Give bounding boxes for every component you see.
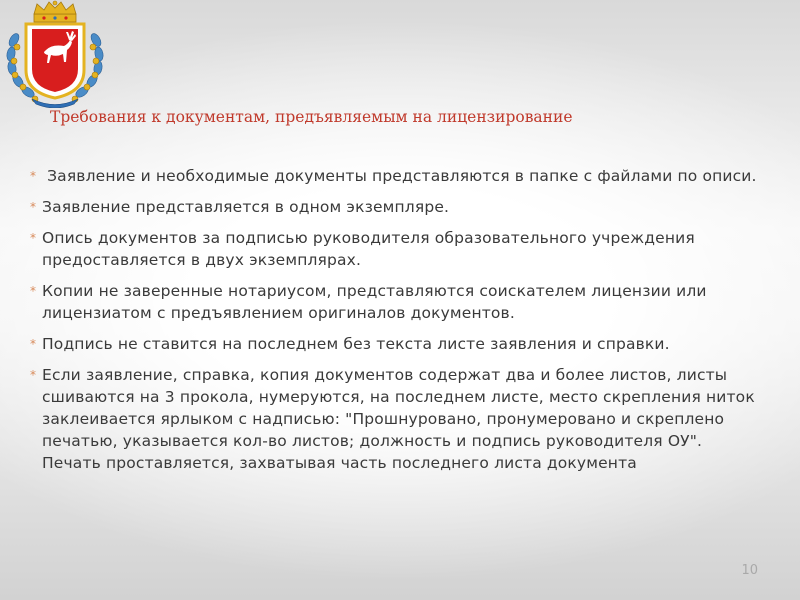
bullet-list — [30, 165, 765, 483]
slide-title: Требования к документам, предъявляемым на лицензирование — [50, 108, 573, 126]
bullet-text: Заявление представляется в одном экземпляре. — [42, 198, 450, 216]
bullet-text: Копии не заверенные нотариусом, представляются соискателем лицензии или лицензиатом с предъявлением оригиналов документов. — [42, 282, 707, 322]
bullet-text: Заявление и необходимые документы представляются в папке с файлами по описи. — [42, 167, 757, 185]
bullet-text: Подпись не ставится на последнем без текста листе заявления и справки. — [42, 335, 670, 353]
list-item — [30, 165, 765, 187]
list-item — [30, 280, 765, 324]
bullet-marker: * — [30, 200, 36, 214]
coat-of-arms-emblem — [2, 0, 108, 108]
list-item — [30, 196, 765, 218]
page-number: 10 — [741, 563, 758, 578]
bullet-marker: * — [30, 368, 36, 382]
list-item — [30, 333, 765, 355]
bullet-marker: * — [30, 284, 36, 298]
bullet-marker: * — [30, 169, 36, 183]
bullet-text: Опись документов за подписью руководителя образовательного учреждения предоставляется в двух экземплярах. — [42, 229, 695, 269]
list-item — [30, 364, 765, 474]
coat-of-arms-icon — [2, 0, 108, 108]
bullet-text: Если заявление, справка, копия документов содержат два и более листов, листы сшиваются на 3 прокола, нумеруются, на последнем листе, место скрепления ниток заклеивается ярлыком с надписью: "Прошнуровано, пронумеровано и скреплено печатью, указывается кол-во листов; должность и подпись руководителя ОУ". Печать проставляется, захватывая часть последнего листа документа — [42, 366, 755, 472]
bullet-marker: * — [30, 231, 36, 245]
bullet-marker: * — [30, 337, 36, 351]
list-item — [30, 227, 765, 271]
